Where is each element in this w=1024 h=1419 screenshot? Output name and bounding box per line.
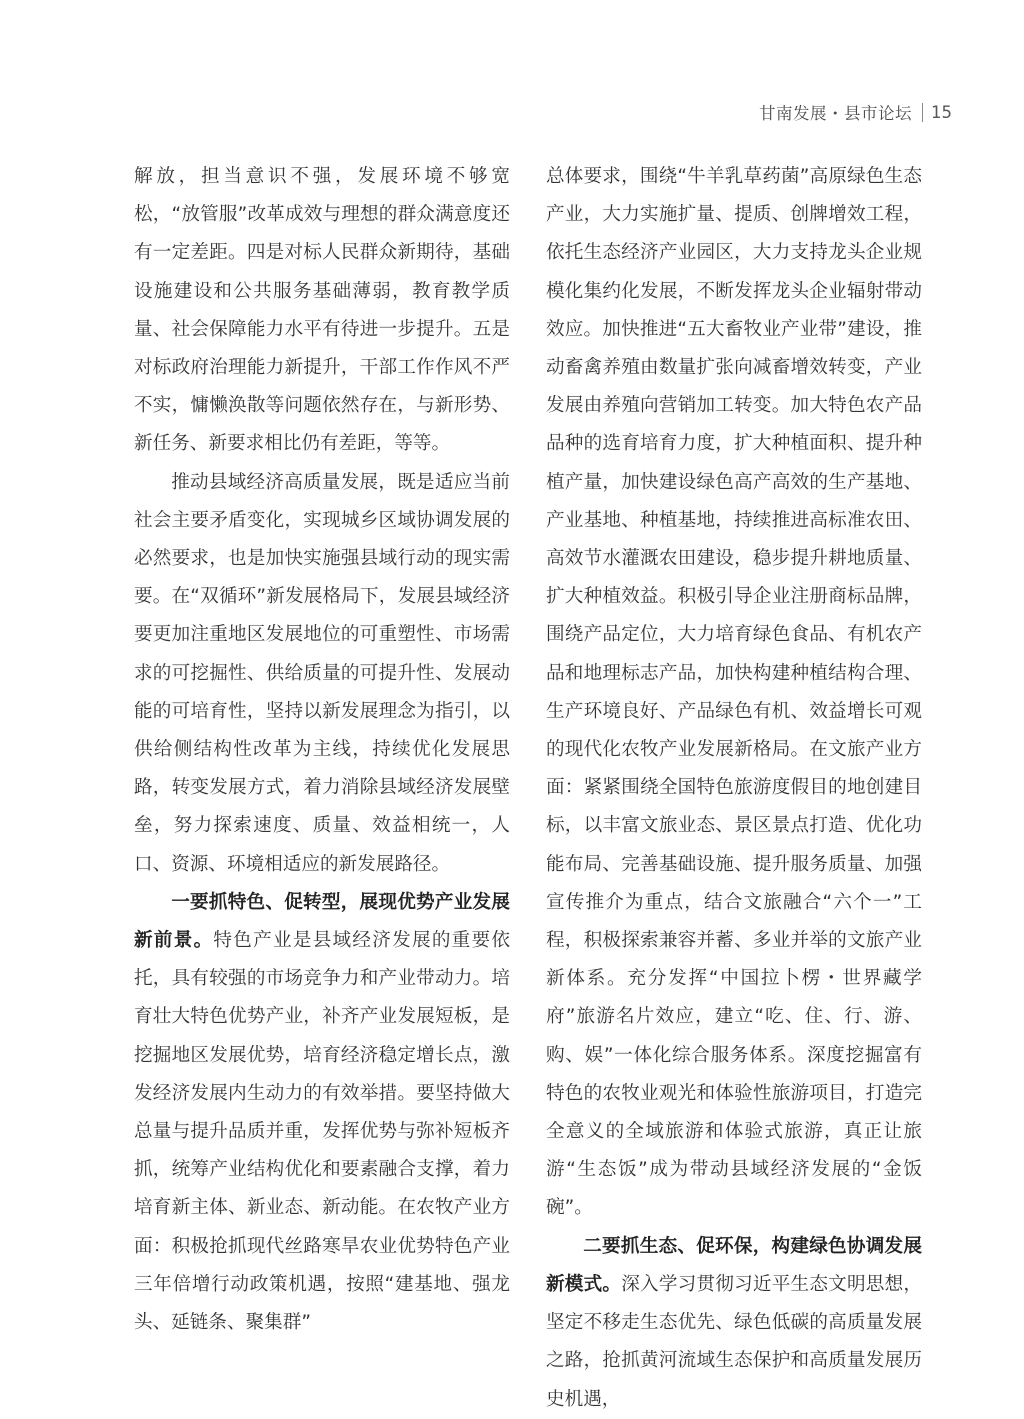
right-column [546,158,922,1419]
paragraph-right-2 [546,1228,922,1419]
paragraph-left-1: 解放，担当意识不强，发展环境不够宽松，“放管服”改革成效与理想的群众满意度还有一定差距。四是对标人民群众新期待，基础设施建设和公共服务基础薄弱，教育教学质量、社会保障能力水平有待进一步提升。五是对标政府治理能力新提升，干部工作作风不严不实，慵懒涣散等问题依然存在，与新形势、新任务、新要求相比仍有差距，等等。 [134,166,510,455]
paragraph-right-2-body: 深入学习贯彻习近平生态文明思想，坚定不移走生态优先、绿色低碳的高质量发展之路，抢抓黄河流域生态保护和高质量发展历史机遇， [546,1273,922,1410]
paragraph-left-2: 推动县域经济高质量发展，既是适应当前社会主要矛盾变化，实现城乡区域协调发展的必然要求，也是加快实施强县域行动的现实需要。在“双循环”新发展格局下，发展县域经济要更加注重地区发展地位的可重塑性、市场需求的可挖掘性、供给质量的可提升性、发展动能的可培育性，坚持以新发展理念为指引，以供给侧结构性改革为主线，持续优化发展思路，转变发展方式，着力消除县域经济发展壁垒，努力探索速度、质量、效益相统一，人口、资源、环境相适应的新发展路径。 [134,471,510,875]
section-heading-2: 二要抓生态、促环保，构建绿色协调发展新模式。 [546,1235,922,1295]
section-heading-1: 一要抓特色、促转型，展现优势产业发展新前景。 [134,891,510,952]
header-title: 甘南发展・县市论坛 [759,104,912,123]
running-header [759,98,952,126]
left-column [134,158,510,1342]
page-number: 15 [931,102,952,122]
header-divider [922,103,923,122]
paragraph-right-1: 总体要求，围绕“牛羊乳草药菌”高原绿色生态产业，大力实施扩量、提质、创牌增效工程，依托生态经济产业园区，大力支持龙头企业规模化集约化发展，不断发挥龙头企业辐射带动效应。加快推进“五大畜牧业产业带”建设，推动畜禽养殖由数量扩张向减畜增效转变，产业发展由养殖向营销加工转变。加大特色农产品品种的选育培育力度，扩大种植面积、提升种植产量，加快建设绿色高产高效的生产基地、产业基地、种植基地，持续推进高标准农田、高效节水灌溉农田建设，稳步提升耕地质量、扩大种植效益。积极引导企业注册商标品牌，围绕产品定位，大力培育绿色食品、有机农产品和地理标志产品，加快构建种植结构合理、生产环境良好、产品绿色有机、效益增长可观的现代化农牧产业发展新格局。在文旅产业方面：紧紧围绕全国特色旅游度假目的地创建目标，以丰富文旅业态、景区景点打造、优化功能布局、完善基础设施、提升服务质量、加强宣传推介为重点，结合文旅融合“六个一”工程，积极探索兼容并蓄、多业并举的文旅产业新体系。充分发挥“中国拉卜楞・世界藏学府”旅游名片效应，建立“吃、住、行、游、购、娱”一体化综合服务体系。深度挖掘富有特色的农牧业观光和体验性旅游项目，打造完全意义的全域旅游和体验式旅游，真正让旅游“生态饭”成为带动县域经济发展的“金饭碗”。 [546,166,922,1219]
paragraph-left-3 [134,884,510,1342]
paragraph-left-3-body: 特色产业是县域经济发展的重要依托，具有较强的市场竞争力和产业带动力。培育壮大特色优势产业，补齐产业发展短板，是挖掘地区发展优势，培育经济稳定增长点，激发经济发展内生动力的有效举措。要坚持做大总量与提升品质并重，发挥优势与弥补短板齐抓，统筹产业结构优化和要素融合支撑，着力培育新主体、新业态、新动能。在农牧产业方面：积极抢抓现代丝路寒旱农业优势特色产业三年倍增行动政策机遇，按照“建基地、强龙头、延链条、聚集群” [134,930,510,1334]
